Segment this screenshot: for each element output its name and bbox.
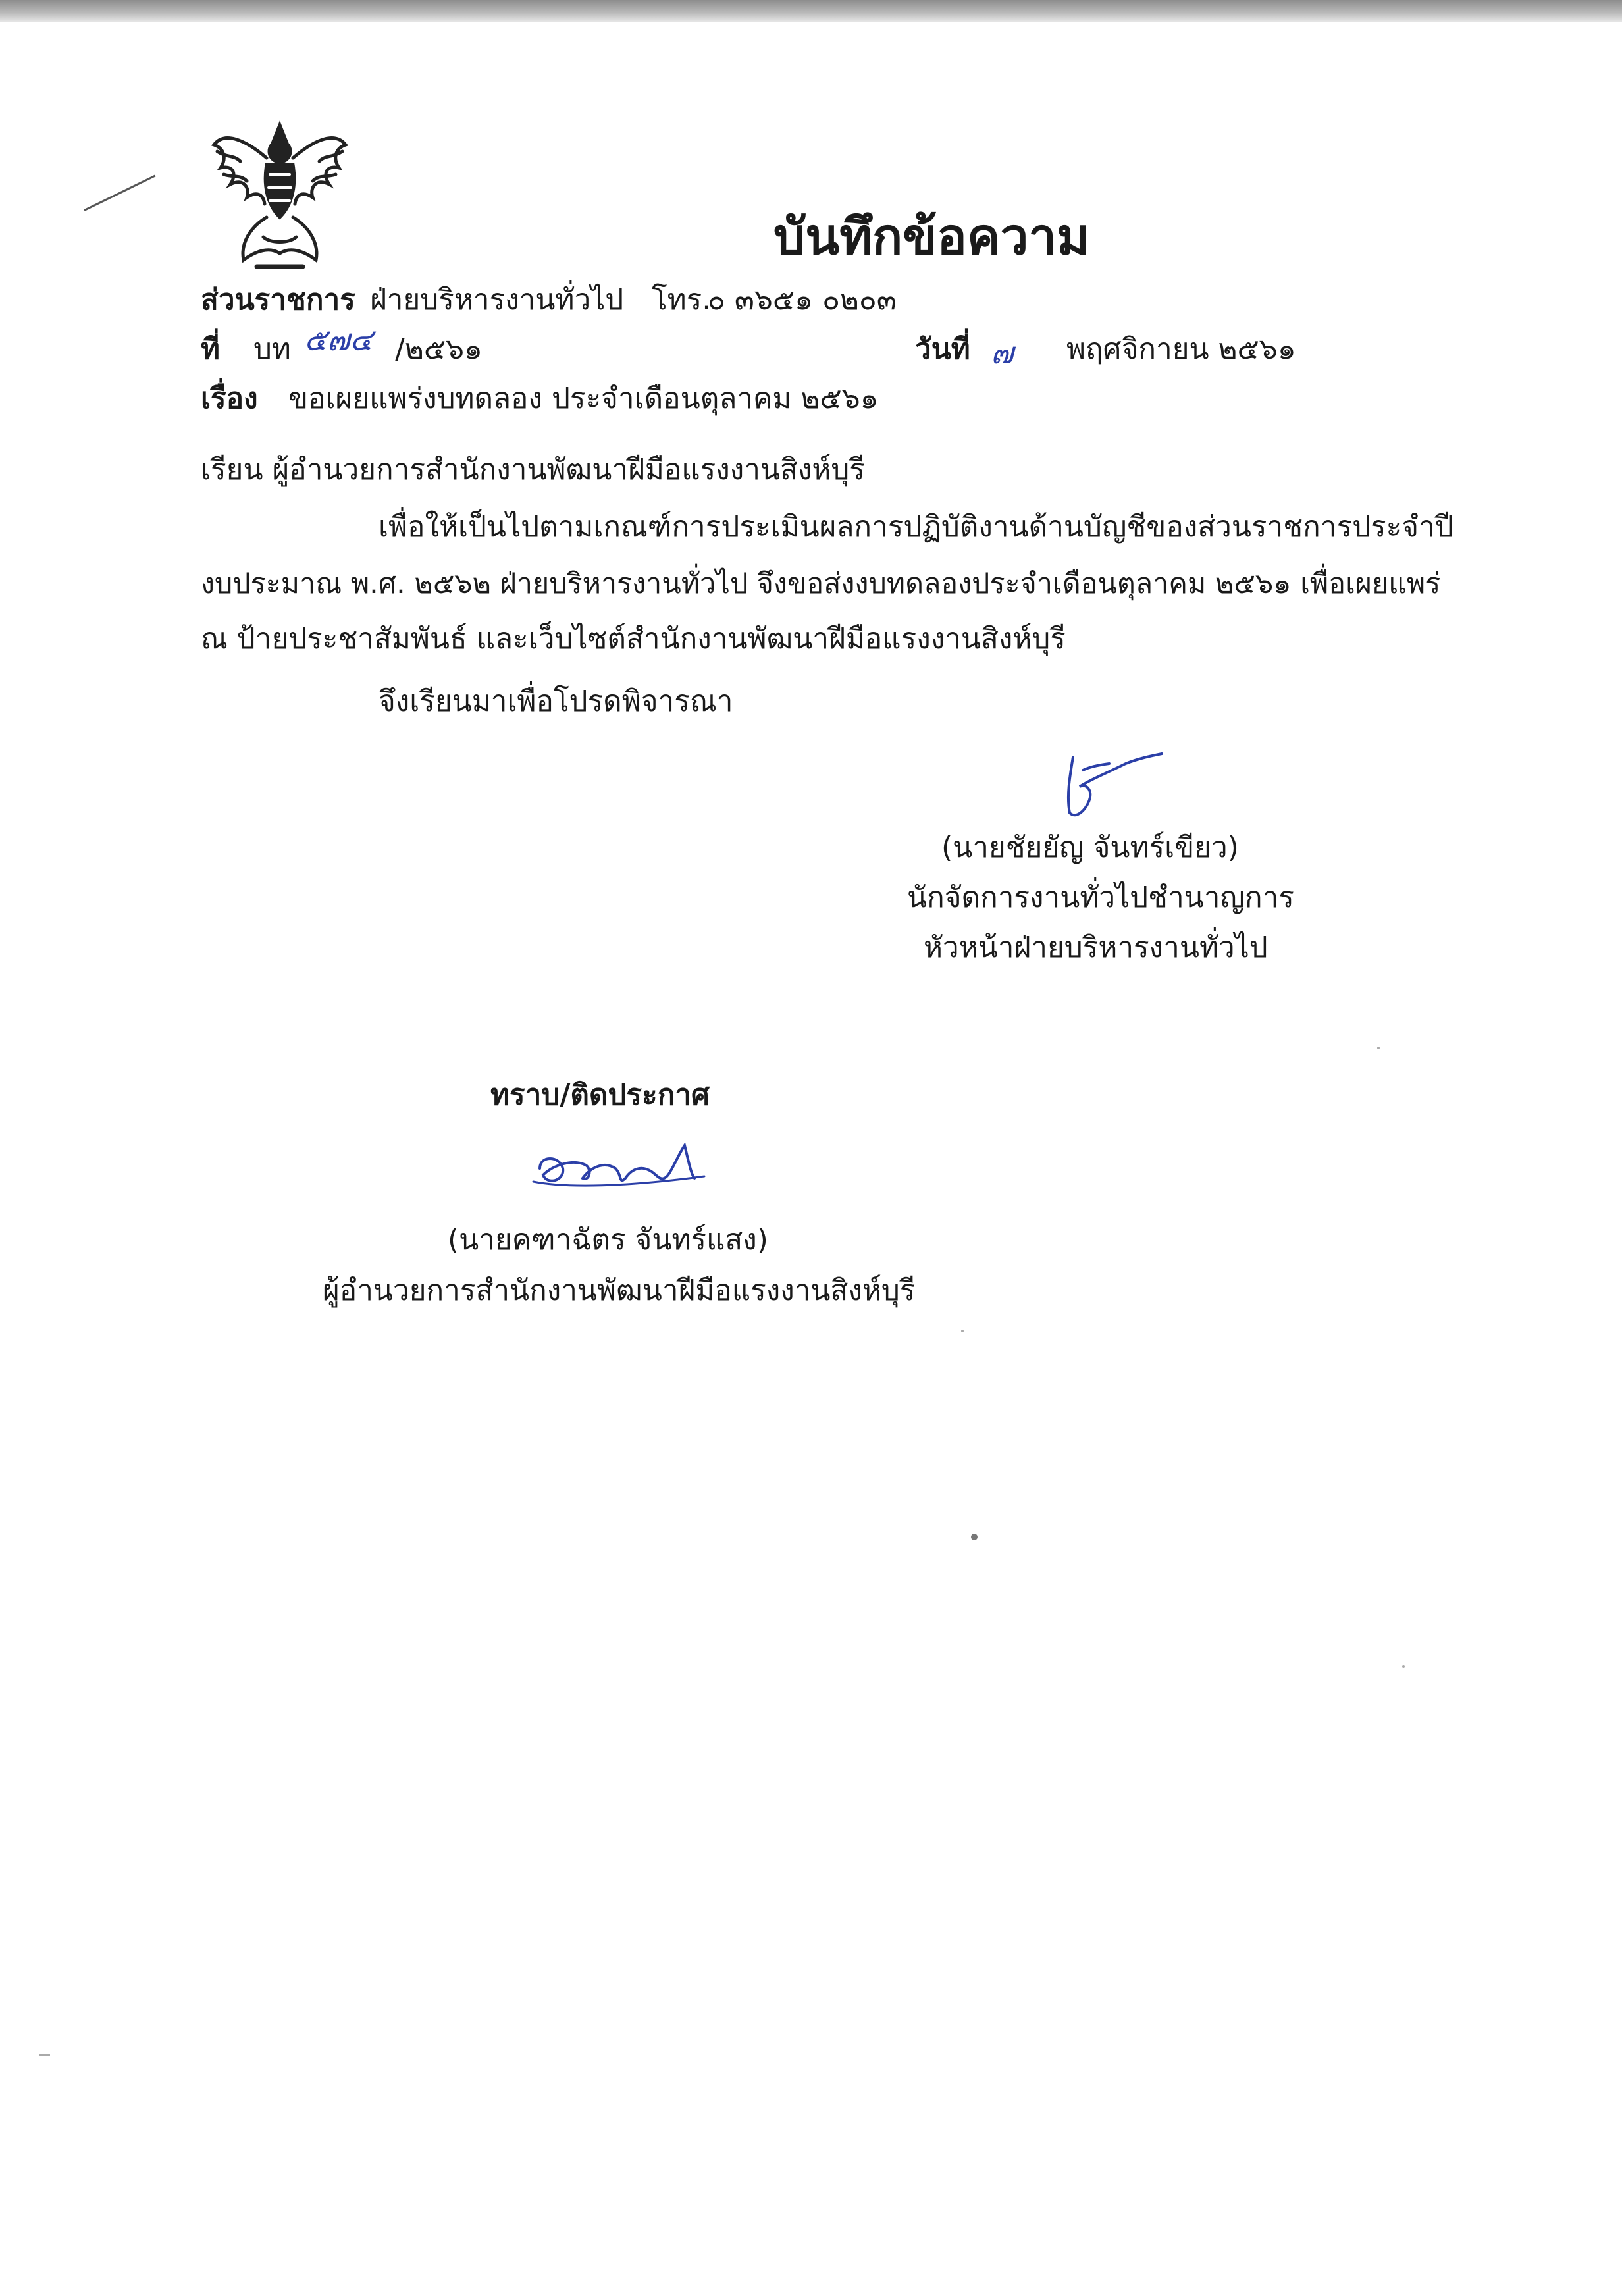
department-label: ส่วนราชการ xyxy=(201,283,355,317)
signer-1-position-2: หัวหน้าฝ่ายบริหารงานทั่วไป xyxy=(924,931,1268,964)
ref-prefix: บท xyxy=(253,332,291,366)
date-label: วันที่ xyxy=(915,332,970,366)
scan-speck xyxy=(1402,1665,1405,1668)
ref-label: ที่ xyxy=(201,332,221,366)
phone-value: ๐ ๓๖๕๑ ๐๒๐๓ xyxy=(708,283,897,317)
to-line: เรียน ผู้อำนวยการสำนักงานพัฒนาฝีมือแรงงานสิงห์บุรี xyxy=(201,453,865,486)
subject-value: ขอเผยแพร่งบทดลอง ประจำเดือนตุลาคม ๒๕๖๑ xyxy=(288,382,879,415)
scan-speck xyxy=(1377,1047,1380,1049)
department-value: ฝ่ายบริหารงานทั่วไป xyxy=(370,283,624,317)
signer-1-name: (นายชัยยัญ จันทร์เขียว) xyxy=(941,831,1239,864)
subject-label: เรื่อง xyxy=(201,382,258,415)
garuda-emblem-icon xyxy=(204,112,355,273)
signature-2 xyxy=(527,1129,718,1201)
date-day-handwritten: ๗ xyxy=(991,335,1014,371)
page-title: บันทึกข้อความ xyxy=(773,207,1090,266)
scan-speck xyxy=(961,1330,964,1332)
signer-1-position-1: นักจัดการงานทั่วไปชำนาญการ xyxy=(907,881,1294,914)
signer-2-position: ผู้อำนวยการสำนักงานพัฒนาฝีมือแรงงานสิงห์บุรี xyxy=(323,1274,916,1307)
body-line-1: เพื่อให้เป็นไปตามเกณฑ์การประเมินผลการปฏิบัติงานด้านบัญชีของส่วนราชการประจำปี xyxy=(379,510,1453,544)
signature-1 xyxy=(1047,744,1178,829)
phone-label: โทร. xyxy=(652,283,712,317)
scan-top-edge xyxy=(0,0,1622,22)
signer-2-name: (นายคฑาฉัตร จันทร์แสง) xyxy=(448,1223,768,1257)
stray-pencil-mark xyxy=(84,175,155,211)
scan-speck xyxy=(39,2054,50,2056)
ref-number-handwritten: ๕๗๔ xyxy=(304,322,373,357)
approval-note: ทราบ/ติดประกาศ xyxy=(490,1078,710,1112)
scan-speck xyxy=(971,1534,978,1540)
closing-line: จึงเรียนมาเพื่อโปรดพิจารณา xyxy=(379,685,733,718)
ref-suffix: /๒๕๖๑ xyxy=(395,332,483,366)
body-line-3: ณ ป้ายประชาสัมพันธ์ และเว็บไซต์สำนักงานพัฒนาฝีมือแรงงานสิงห์บุรี xyxy=(201,622,1066,656)
body-line-2: งบประมาณ พ.ศ. ๒๕๖๒ ฝ่ายบริหารงานทั่วไป จึงขอส่งงบทดลองประจำเดือนตุลาคม ๒๕๖๑ เพื่อเผยแพร่ xyxy=(201,567,1441,600)
date-month-year: พฤศจิกายน ๒๕๖๑ xyxy=(1066,332,1296,366)
